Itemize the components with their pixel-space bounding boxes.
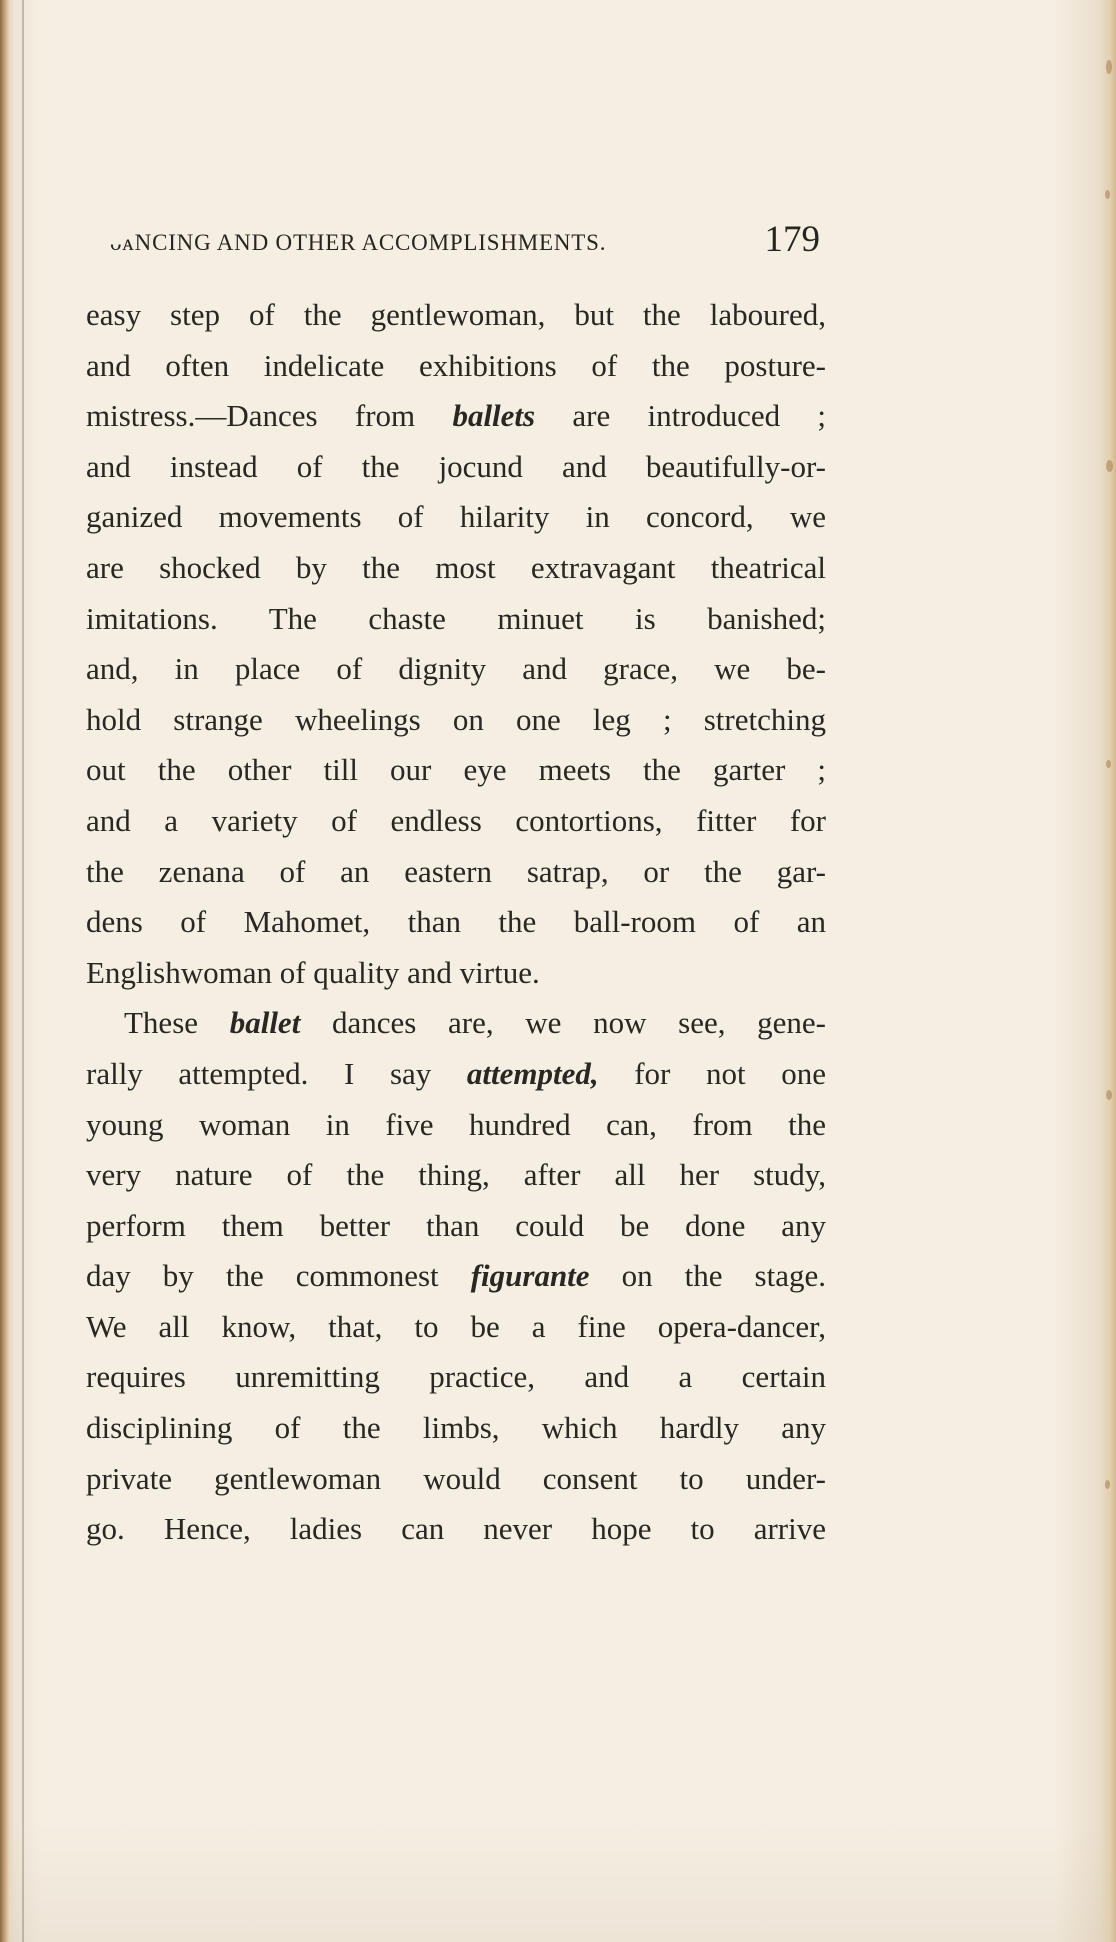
text-segment: the zenana of an eastern satrap, or the gar- xyxy=(86,853,826,889)
text-segment: for not one xyxy=(598,1055,826,1091)
text-segment: day by the commonest xyxy=(86,1258,471,1294)
foxing-spot xyxy=(1105,1480,1110,1489)
text-segment: dens of Mahomet, than the ball-room of an xyxy=(86,904,826,940)
text-line xyxy=(86,1100,826,1151)
italic-word: ballets xyxy=(452,398,536,434)
text-segment: private gentlewoman would consent to under- xyxy=(86,1460,826,1496)
text-segment: hold strange wheelings on one leg ; stretching xyxy=(86,701,826,737)
text-segment: and a variety of endless contortions, fitter for xyxy=(86,802,826,838)
text-segment: ganized movements of hilarity in concord, we xyxy=(86,499,826,535)
text-segment: and, in place of dignity and grace, we be- xyxy=(86,651,826,687)
foxing-spot xyxy=(1106,1090,1112,1100)
text-line xyxy=(86,1352,826,1403)
text-line xyxy=(86,290,826,341)
text-line xyxy=(86,1454,826,1505)
text-segment: young woman in five hundred can, from the xyxy=(86,1106,826,1142)
text-line xyxy=(86,1403,826,1454)
italic-word: ballet xyxy=(229,1005,301,1041)
text-line xyxy=(86,796,826,847)
italic-word: figurante xyxy=(470,1258,590,1294)
text-segment: out the other till our eye meets the garter ; xyxy=(86,752,826,788)
text-line xyxy=(86,543,826,594)
text-segment: We all know, that, to be a fine opera-dancer, xyxy=(86,1308,826,1344)
text-segment: These xyxy=(124,1005,230,1041)
foxing-spot xyxy=(1106,460,1113,472)
body-text xyxy=(86,290,826,1555)
text-line xyxy=(86,644,826,695)
text-segment: are introduced ; xyxy=(535,398,826,434)
foxing-spot xyxy=(1105,190,1110,199)
text-line xyxy=(86,1201,826,1252)
text-line xyxy=(86,594,826,645)
text-segment: on the stage. xyxy=(589,1258,826,1294)
text-line xyxy=(86,492,826,543)
text-line xyxy=(86,442,826,493)
foxing-spot xyxy=(1106,60,1112,74)
text-segment: perform them better than could be done any xyxy=(86,1207,826,1243)
page-number: 179 xyxy=(764,219,820,260)
text-segment: are shocked by the most extravagant theatrical xyxy=(86,549,826,585)
text-segment: requires unremitting practice, and a certain xyxy=(86,1359,826,1395)
text-line xyxy=(86,1049,826,1100)
text-segment: rally attempted. I say xyxy=(86,1055,467,1091)
text-segment: and often indelicate exhibitions of the posture- xyxy=(86,347,826,383)
text-segment: very nature of the thing, after all her study, xyxy=(86,1157,826,1193)
running-head-title: ᴗᴀNCING AND OTHER ACCOMPLISHMENTS. xyxy=(110,230,607,255)
page-edge-line xyxy=(22,0,24,1942)
text-segment: Englishwoman of quality and virtue. xyxy=(86,954,540,990)
foxing-spot xyxy=(1106,760,1111,768)
text-line xyxy=(86,998,826,1049)
page-gutter xyxy=(0,0,14,1942)
text-line xyxy=(86,695,826,746)
text-line xyxy=(86,391,826,442)
text-line xyxy=(86,948,826,999)
text-line xyxy=(86,897,826,948)
text-segment: and instead of the jocund and beautifully-or- xyxy=(86,448,826,484)
text-segment: go. Hence, ladies can never hope to arrive xyxy=(86,1511,826,1547)
text-segment: imitations. The chaste minuet is banished; xyxy=(86,600,826,636)
text-line xyxy=(86,1251,826,1302)
text-line xyxy=(86,341,826,392)
text-line xyxy=(86,745,826,796)
text-segment: mistress.—Dances from xyxy=(86,398,453,434)
italic-word: attempted, xyxy=(466,1055,599,1091)
text-line xyxy=(86,1504,826,1555)
running-head xyxy=(110,218,820,262)
text-segment: disciplining of the limbs, which hardly any xyxy=(86,1410,826,1446)
text-line xyxy=(86,847,826,898)
text-segment: dances are, we now see, gene- xyxy=(300,1005,826,1041)
text-line xyxy=(86,1302,826,1353)
fore-edge xyxy=(1100,0,1116,1942)
text-segment: easy step of the gentlewoman, but the laboured, xyxy=(86,297,826,332)
text-line xyxy=(86,1150,826,1201)
